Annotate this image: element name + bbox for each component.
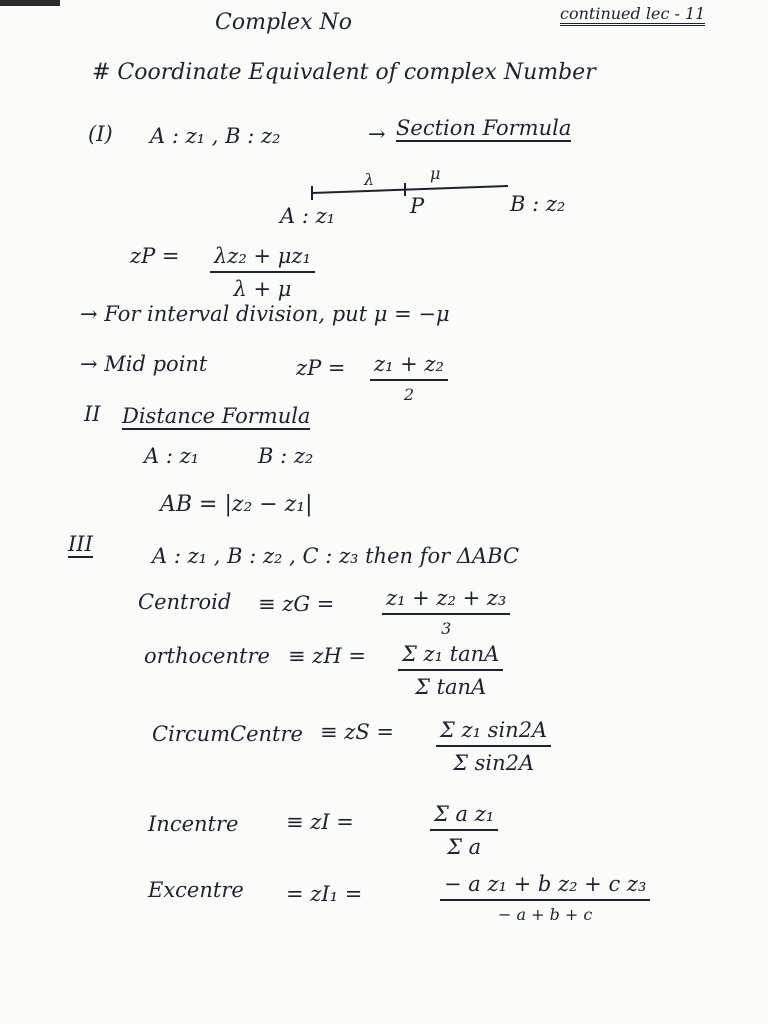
point-p-label: P	[410, 194, 425, 218]
continued-note: continued lec - 11	[560, 6, 705, 26]
circumcentre-denominator: Σ sin2A	[453, 751, 535, 775]
section2-title: Distance Formula	[122, 404, 311, 428]
circumcentre-fraction	[436, 720, 551, 774]
centroid-fraction	[382, 588, 510, 637]
mu-label: μ	[430, 164, 441, 183]
section1-title: Section Formula	[396, 116, 572, 140]
excentre-denominator: − a + b + c	[497, 905, 593, 924]
distance-point-a: A : z₁	[144, 444, 200, 468]
midpoint-fraction	[370, 354, 448, 403]
midpoint-denominator: 2	[403, 385, 415, 404]
section-formula-numerator: λz₂ + μz₁	[210, 246, 315, 273]
excentre-lhs: = zI₁ =	[286, 882, 363, 906]
incentre-label: Incentre	[148, 812, 239, 836]
distance-formula: AB = |z₂ − z₁|	[160, 492, 313, 517]
centroid-lhs: ≡ zG =	[258, 592, 335, 616]
section-formula-fraction	[210, 246, 315, 300]
excentre-label: Excentre	[148, 878, 244, 902]
excentre-numerator: − a z₁ + b z₂ + c z₃	[440, 874, 650, 901]
midpoint-label: → Mid point	[80, 352, 208, 376]
section1-numeral: (I)	[88, 122, 113, 146]
midpoint-numerator: z₁ + z₂	[370, 354, 448, 381]
orthocentre-lhs: ≡ zH =	[288, 644, 366, 668]
incentre-denominator: Σ a	[447, 835, 482, 859]
incentre-fraction	[430, 804, 498, 858]
incentre-numerator: Σ a z₁	[430, 804, 498, 831]
circumcentre-numerator: Σ z₁ sin2A	[436, 720, 551, 747]
circumcentre-lhs: ≡ zS =	[320, 720, 394, 744]
centroid-label: Centroid	[138, 590, 232, 614]
interval-division-note: → For interval division, put μ = −μ	[80, 302, 450, 326]
midpoint-lhs: zP =	[296, 356, 346, 380]
section-formula-denominator: λ + μ	[233, 277, 292, 301]
point-b-label: B : z₂	[510, 192, 566, 216]
circumcentre-label: CircumCentre	[152, 722, 303, 746]
orthocentre-numerator: Σ z₁ tanA	[398, 644, 503, 671]
lambda-label: λ	[364, 170, 375, 189]
centroid-numerator: z₁ + z₂ + z₃	[382, 588, 510, 615]
triangle-intro: A : z₁ , B : z₂ , C : z₃ then for ΔABC	[152, 544, 520, 568]
excentre-fraction	[440, 874, 650, 923]
section2-numeral: II	[84, 402, 101, 426]
section3-numeral: III	[68, 532, 93, 556]
section-formula-lhs: zP =	[130, 244, 180, 268]
orthocentre-label: orthocentre	[144, 644, 270, 668]
centroid-denominator: 3	[441, 619, 452, 638]
distance-point-b: B : z₂	[258, 444, 314, 468]
point-a-label: A : z₁	[280, 204, 336, 228]
incentre-lhs: ≡ zI =	[286, 810, 354, 834]
section-heading: # Coordinate Equivalent of complex Number	[92, 60, 596, 85]
orthocentre-denominator: Σ tanA	[415, 675, 487, 699]
page-title: Complex No	[215, 10, 352, 35]
orthocentre-fraction	[398, 644, 503, 698]
section1-points: A : z₁ , B : z₂	[150, 124, 281, 148]
arrow-icon: →	[368, 122, 386, 146]
